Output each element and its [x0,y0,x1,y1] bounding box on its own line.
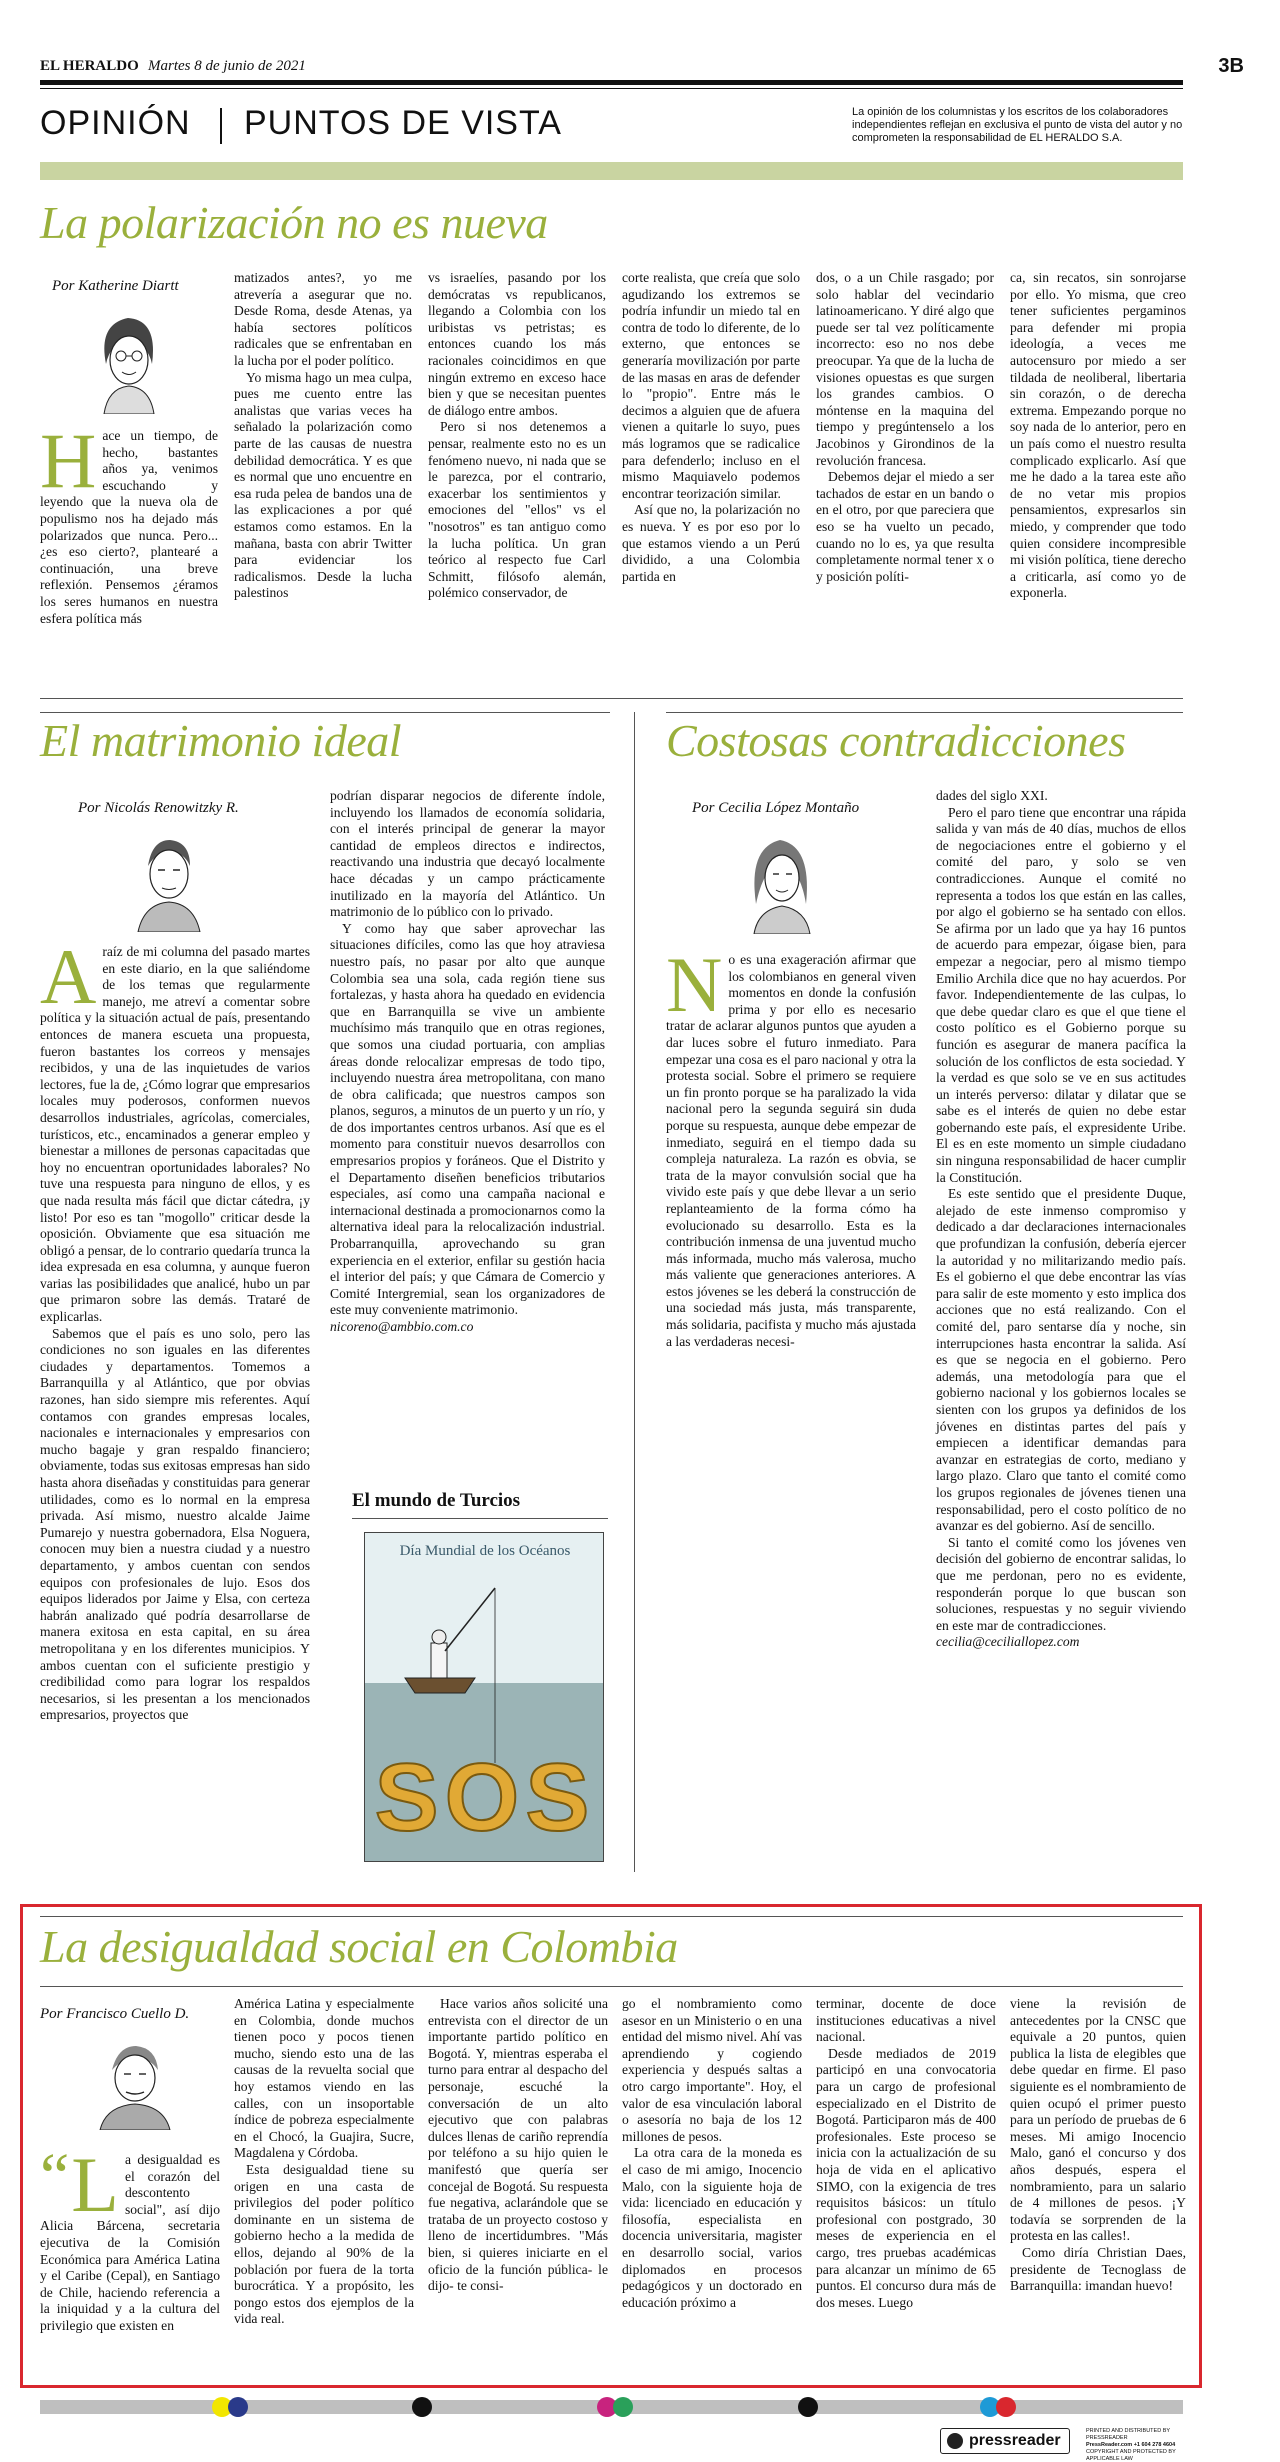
article1-col2-text: matizados antes?, yo me atrevería a asegurar que no. Desde Roma, desde Atenas, ya había sectores políticos radicales que se enfrentaban en la lucha por el poder político. [234,270,412,368]
registration-dot-black-1 [412,2397,432,2417]
article4-col2-text: América Latina y especialmente en Colombia, donde muchos tienen poco y pocos tienen mucho, siendo esto una de las causas de la revuelta social que hoy estamos viendo en las calles, con un insoportable índice de pobreza especialmente en el Chocó, la Guajira, Sucre, Magdalena y Córdoba. [234,1996,414,2161]
column-divider [634,712,635,1872]
article1-col3b-text: Pero si nos detenemos a pensar, realmente esto no es un fenómeno nuevo, ni nada que se le parezca, por el contrario, exacerbar los sentimientos y emociones del "ellos" vs el "nosotros" es tan antiguo como la lucha política. Un gran teórico al respecto fue Carl Schmitt, filósofo alemán, polémico conservador, de [428,419,606,601]
article2-col1b-text: Sabemos que el país es uno solo, pero las condiciones no son iguales en las diferentes ciudades y departamentos. Tomemos a Barranquilla y al Atlántico, que por obvias razones, han sido siempre mis referentes. Aquí contamos con grandes empresas locales, nacionales e internacionales y empresarios con mucho bagaje y gran respaldo financiero; obviamente, todas sus exitosas empresas han sido hasta ahora diseñadas y constituidas para generar utilidades, como es lo normal en la empresa privada. Así mismo, nuestro alcalde Jaime Pumarejo y nuestra gobernadora, Elsa Noguera, conocen muy bien a nuestra ciudad y a nuestro departamento, y ambos cuentan con sendos equipos con profesionales de lujo. Esos dos equipos liderados por Jaime y Elsa, con certeza habrán analizado qué podría desarrollarse de manera exitosa en esta capital, en su área metropolitana y en los diferentes municipios. Y ambos cuentan con el suficiente prestigio y credibilidad como para lograr los respaldos necesarios, si les presentan a los mencionados empresarios, proyectos que [40,1325,310,1723]
article3-col2b-text: Pero el paro tiene que encontrar una rápida salida y van más de 40 días, muchos de ellos de negociaciones entre el gobierno y el comité del paro, y solo se ven contradicciones. Aunque el comité no representa a todos los que están en las calles, por algo el gobierno se ha sentado con ellos. Se afirma por un lado que ya hay 16 puntos de acuerdo para empezar, óigase bien, para empezar a negociar, pero al mismo tiempo Emilio Archila dice que no hay acuerdos. Por favor. Independientemente de las culpas, lo que debe quedar claro es que el que tiene el costo político es el Gobierno porque su función es asegurar de manera pacífica la solución de los conflictos de esta sociedad. Y la verdad es que solo se ve en sus actitudes un interés perverso: dilatar y dilatar que se sabe es el interés de quien no debe estar gobernando este país, el expresidente Uribe. El es en este momento un simple ciudadano sin ninguna responsabilidad de hacer cumplir la Constitución. [936,804,1186,1185]
article4-col4-text: go el nombramiento como asesor en un Ministerio o en una entidad del mismo nivel. Ahí vas aprendiendo y cogiendo experiencia y después saltas a otro cargo importante". Hoy, el valor de esa vinculación laboral o asesoría no baja de los 12 millones de pesos. [622,1996,802,2144]
article2-col2b-text: Y como hay que saber aprovechar las situaciones difíciles, como las que hoy atraviesa nuestro país, no pasar por alto que aunque Colombia sea una sola, cada región tiene sus fortalezas, y hasta ahora ha quedado en evidencia que en Barranquilla se vive un ambiente muchísimo más tranquilo que en otras regiones, que somos una ciudad portuaria, con amplias áreas donde relocalizar empresas de todo tipo, incluyendo nuestra área metropolitana, con mano de obra calificada; que nuestros campos son planos, seguros, a minutos de un puerto y un río, y de dos importantes centros urbanos. Así que es el momento para constituir nuevos desarrollos con empresarios propios y foráneos. Que el Distrito y el Departamento diseñen beneficios tributarios especiales, así como una campaña nacional e internacional destinada a promocionarnos como la alternativa ideal para la relocalización industrial. Probarranquilla, aprovechando su gran experiencia en el exterior, enfilar su gestión hacia el interior del país; y que Cámara de Comercio y Comité Intergremial, sean los organizadores de este muy conveniente matrimonio. [330,920,605,1318]
article1-bottom-rule [40,698,1183,699]
article3-byline: Por Cecilia López Montaño [692,800,860,816]
article4-col4 [622,1996,802,2311]
article4-title-rule [40,1986,1183,1987]
article4-col6b-text: Como diría Christian Daes, presidente de Tecnoglass de Barranquilla: imandan huevo! [1010,2244,1186,2294]
article1-col2b-text: Yo misma hago un mea culpa, pues me cuento entre las analistas que varias veces ha señalado la polarización como parte de las causas de nuestra debilidad democrática. Y es que es normal que uno encuentre en esa ruda pelea de bandos una de las explicaciones a por qué estamos como estamos. En la mañana, basta con abrir Twitter para evidenciar los radicalismos. Desde la lucha palestinos [234,369,412,601]
cartoon-sos: SOS [374,1744,596,1851]
cartoon-rule [352,1518,608,1519]
registration-dot-green [613,2397,633,2417]
cartoon-frame [364,1532,604,1862]
article1-col1-text: ace un tiempo, de hecho, bastantes años ya, venimos escuchando y leyendo que la nueva ola de populismo nos ha dejado más polarizados que nunca. Pero... ¿es eso cierto?, plantearé a continuación, una breve reflexión. Pensemos ¿éramos los seres humanos en nuestra esfera política más [40,428,218,626]
article4-col6-text: viene la revisión de antecedentes por la CNSC que equivale a 20 puntos, quien publica la lista de elegibles que debe quedar en firme. El paso siguiente es el nombramiento de quien ocupó el primer puesto para un período de pruebas de 6 meses. Mi amigo Inocencio Malo, ganó el concurso y dos años después, espera el nombramiento, para un salario de 4 millones de pesos. ¡Y todavía se sorprenden de la protesta en las calles!. [1010,1996,1186,2244]
pressreader-notice [1086,2428,1206,2462]
article4-col1-text: a desigualdad es el corazón del descontento social", así dijo Alicia Bárcena, secretaria ejecutiva de la Comisión Económica para América Latina y el Caribe (Cepal), en Santiago de Chile, haciendo referencia a la iniquidad y a la cultura del privilegio que existen en [40,2152,220,2333]
article4-col3-text: Hace varios años solicité una entrevista con el director de un importante partido político en Bogotá. Y, mientras esperaba el turno para entrar al despacho del personaje, escuché la conversación de un alto ejecutivo que con palabras dulces llenas de cariño reprendía por teléfono a su hijo quien le manifestó que quería ser concejal de Bogotá. Su respuesta fue negativa, aclarándole que se trataba de un proyecto costoso y lleno de incertidumbres. "Más bien, si quieres iniciarte en el oficio de la función pública- le dijo- te consi- [428,1996,608,2294]
article1-col4 [622,270,800,585]
article3-title: Costosas contradicciones [666,715,1126,766]
article3-col2c-text: Es este sentido que el presidente Duque, alejado de este inmenso compromiso y dedicado a dar declaraciones internacionales que profundizan la confusión, debería ejercer la autoridad y no militarizando medio país. Es el gobierno el que debe encontrar las vías para salir de este momento y esto implica dos acciones que no está realizando. Con el comité del, paro sentarse día y noche, sin interrupciones hasta encontrar la salida. Así es que se negocia en el gobierno. Pero además, una metodología para que el gobierno nacional y los gobiernos locales se sienten con los grupos ya definidos de los jóvenes en distintas partes del país y empiecen a identificar demandas para avanzar en estrategias de corto, mediano y largo plazo. Claro que tanto el comité como los grupos regionales de jóvenes tienen una responsabilidad, pero el costo político de no avanzar es del gobierno. Así de sencillo. [936,1186,1186,1534]
page-number: 3B [1218,55,1244,77]
masthead-paper: EL HERALDO [40,58,139,74]
pressreader-copyright: COPYRIGHT AND PROTECTED BY APPLICABLE LAW [1086,2449,1176,2462]
article1-col1 [40,417,218,627]
article1-col6 [1010,270,1186,602]
article1-col3-text: vs israelíes, pasando por los demócratas vs republicanos, llegando a Colombia con los uribistas vs petristas; es entonces cuando los más racionales coincidimos en que ningún extremo en exceso hace bien y que se necesitan puentes de diálogo entre ambos. [428,270,606,418]
article2-col1 [40,933,310,1724]
article1-col5 [816,270,994,585]
article1-col4b-text: Así que no, la polarización no es nueva. Y es por eso por lo que estamos viendo a un Perú dividido, a una Colombia partida en [622,502,800,584]
article1-col6-text: ca, sin recatos, sin sonrojarse por ello. Yo misma, que creo tener suficientes pergaminos para defender mi propia ideología, a veces me autocensuro por miedo a ser tildada de neoliberal, libertaria sin corazón, o de derecha extrema. Empezando porque no soy nada de lo anterior, pero en un país como el nuestro resulta complicado explicarlo. Así que me he dado a la tarea este año de no vetar mis propios pensamientos, expresarlos sin miedo, y comprender que todo quien considere incompresible mi visión política, tiene derecho a criticarla, así como yo de exponerla. [1010,270,1186,601]
article2-dropcap: A [40,933,97,1020]
registration-dot-black-2 [798,2397,818,2417]
article3-col1 [666,941,916,1350]
article4-title: La desigualdad social en Colombia [40,1921,678,1972]
article4-byline: Por Francisco Cuello D. [40,2006,190,2022]
article4-col2b-text: Esta desigualdad tiene su origen en una casta de privilegios del poder político dominante en un sistema de gobierno hecho a la medida de ellos, dejando al 90% de la población por fuera de la torta burocrática. Y a propósito, les pongo estos dos ejemplos de la vida real. [234,2161,414,2327]
cartoon-caption: Día Mundial de los Océanos [399,1543,571,1559]
article4-quote-mark: “ [40,2140,70,2213]
article3-dropcap: N [666,941,723,1028]
article3-col2-text: dades del siglo XXI. [936,788,1048,803]
author-portrait-renowitzky [128,822,208,932]
green-band [40,162,1183,180]
author-portrait-lopez [740,824,820,934]
pressreader-small: PRINTED AND DISTRIBUTED BY PRESSREADER [1086,2428,1170,2441]
article1-col4-text: corte realista, que creía que solo agudizando los extremos se podría infundir un miedo tal en contra de todo lo diferente, de lo externo, que entonces se generaría movilización por parte de las masas en aras de defender lo "propio". Entre más le decimos a alguien que de afuera vienen a quitarle lo suyo, pues más logramos que se radicalice para defenderlo; incluso en el mismo Maquiavelo podemos encontrar teorización similar. [622,270,800,501]
article4-dropcap: L [71,2141,119,2228]
article3-col2 [936,788,1186,1651]
article2-top-rule [40,712,610,713]
pressreader-logo [940,2428,1070,2454]
author-portrait-cuello [92,2030,176,2130]
article4-col5 [816,1996,996,2311]
article4-col3 [428,1996,608,2295]
pressreader-brand: pressreader [969,2432,1061,2449]
article2-col2-text: podrían disparar negocios de diferente índole, incluyendo los llamados de economía solidaria, con el interés principal de generar la mayor cantidad de empleos directos e indirectos, reactivando una industria que decayó localmente hace décadas y un campo prácticamente inutilizado en la mayoría del Atlántico. Un matrimonio de lo público con lo privado. [330,788,605,920]
masthead-date: Martes 8 de junio de 2021 [148,58,306,74]
article1-byline: Por Katherine Diartt [52,278,179,294]
pressreader-icon [947,2433,963,2449]
article4-top-rule [40,1916,1183,1917]
registration-dot-red [996,2397,1016,2417]
section-divider [220,108,222,144]
article1-dropcap: H [40,417,97,504]
article3-col2d-text: Si tanto el comité como los jóvenes ven decisión del gobierno de encontrar salidas, lo que me perdonan, pero no es evidente, responderán porque lo que buscan son soluciones, respuestas y no seguir viviendo en este mar de contradicciones. [936,1534,1186,1633]
article2-title: El matrimonio ideal [40,715,402,766]
masthead-rule-thick [40,80,1183,85]
article4-col5b-text: Desde mediados de 2019 participó en una convocatoria para un cargo de profesional especializado en el Distrito de Bogotá. Participaron más de 400 profesionales. Este proceso se inicia con la actualización de su hoja de vida en el aplicativo SIMO, con la exigencia de tres requisitos básicos: un título profesional con postgrado, 30 meses de experiencia en el cargo, tres pruebas académicas para alcanzar un mínimo de 65 puntos. El concurso dura más de dos meses. Luego [816,2045,996,2310]
article3-email: cecilia@ceciliallopez.com [936,1634,1080,1650]
article3-top-rule [666,712,1183,713]
article4-col6 [1010,1996,1186,2295]
article3-col1-text: o es una exageración afirmar que los colombianos en general viven momentos en donde la confusión prima y por ello es necesario tratar de aclarar algunos puntos que ayuden a dar luces sobre el futuro inmediato. Para empezar una cosa es el paro nacional y otra la protesta social. Sobre el primero se requiere un fin pronto porque se ha paralizado la vida nacional pero la segunda seguirá sin duda porque su respuesta, aunque debe empezar de inmediato, seguirá en el tiempo dada su compleja naturaleza. La razón es obvia, se trata de la mayor convulsión social que ha vivido este país y que debe llevar a un serio replanteamiento de la forma cómo ha evolucionado su desarrollo. Esta es la contribución inmensa de una juventud mucho más informada, mucho más valerosa, mucho más valiente que generaciones anteriores. A estos jóvenes se les deberá la construcción de una sociedad más justa, más transparente, más solidaria, pacifista y mucho más ajustada a las verdaderas necesi- [666,952,916,1349]
article4-col4b-text: La otra cara de la moneda es el caso de mi amigo, Inocencio Malo, con la siguiente hoja de vida: licenciado en educación y filosofía, especialista en docencia universitaria, magister en desarrollo social, varios diplomados en procesos pedagógicos y un doctorado en educación próximo a [622,2145,802,2310]
pressreader-phone: PressReader.com +1 604 278 4604 [1086,2442,1176,2448]
article1-title: La polarización no es nueva [40,197,548,248]
article2-col2 [330,788,605,1336]
article1-col3 [428,270,606,602]
article4-col5-text: terminar, docente de doce instituciones educativas a nivel nacional. [816,1996,996,2045]
article1-col5b-text: Debemos dejar el miedo a ser tachados de estar en un bando o en el otro, por que pareciera que eso se ha vuelto un pecado, cuando no lo es, ya que resulta completamente normal tener x o y posición políti- [816,469,994,584]
registration-dot-navy [228,2397,248,2417]
article2-byline: Por Nicolás Renowitzky R. [78,800,239,816]
article4-col2 [234,1996,414,2328]
masthead-rule-thin [40,88,1183,89]
section-title: OPINIÓN [40,104,191,142]
article2-email: nicoreno@ambbio.com.co [330,1319,474,1334]
cartoon-section-title: El mundo de Turcios [352,1490,521,1511]
author-portrait-diartt [88,304,168,414]
article4-col1 [40,2140,220,2335]
disclaimer: La opinión de los columnistas y los escritos de los colaboradores independientes reflejan en exclusiva el punto de vista del autor y no comprometen la responsabilidad de EL HERALDO S.A. [852,106,1183,144]
article2-col1-text: raíz de mi columna del pasado martes en este diario, en la que saliéndome de los temas que regularmente manejo, me atreví a comentar sobre política y la situación actual de país, presentando entonces de manera escueta una propuesta, fueron bastantes los correos y mensajes recibidos, y una de las inquietudes de varios lectores, fue la de, ¿Cómo lograr que empresarios locales muy poderosos, conformen nuevos desarrollos industriales, agrícolas, comerciales, turísticos, etc., encaminados a generar empleo y bienestar a millones de personas capacitadas que hoy no encuentran oportunidades laborales? No tuve una respuesta para ninguno de ellos, y es que nada resulta más fácil que dictar cátedra, ¡y listo! Por eso es tan "mogollo" criticar desde la oposición. Obviamente que esa situación me obligó a pensar, de lo contrario quedaría trunca la idea expresada en esa columna, y aunque fueron varias las posibilidades que analicé, hubo un par que primaron sobre las demás. Trataré de explicarlas. [40,944,310,1325]
article1-col2 [234,270,412,602]
article1-col5-text: dos, o a un Chile rasgado; por solo hablar del vecindario latinoamericano. Y diré algo que puede ser tal vez políticamente incorrecto: eso no nos debe preocupar. Ya que de la lucha de visiones opuestas es que surgen los grandes cambios. O móntense en la maquina del tiempo y pregúntenselo a los Jacobinos y Girondinos de la revolución francesa. [816,270,994,468]
subsection-title: PUNTOS DE VISTA [244,104,562,142]
